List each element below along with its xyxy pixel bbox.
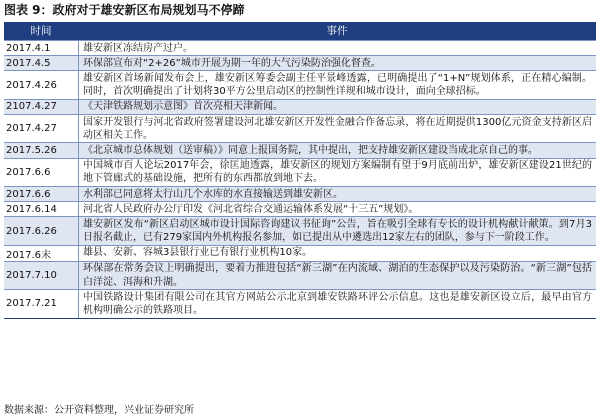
row-event: 雄安新区首场新闻发布会上，雄安新区筹委会副主任平景峰透露，已明确提出了“1+N”规划体系，正在精心编制。同时，首次明确提出了计划将30平方公里启动区的控制性详规和城市设计，面向全球招标。	[78, 71, 596, 98]
row-time: 2017.6.6	[6, 166, 51, 178]
row-time: 2017.6末	[6, 249, 51, 261]
table-row	[4, 289, 596, 317]
row-event: 环保部宣布对“2+26”城市开展为期一年的大气污染防治强化督查。	[78, 56, 596, 70]
row-event: 水利部已同意将太行山几个水库的水直接输送到雄安新区。	[78, 187, 596, 201]
row-event: 雄县、安新、容城3县银行业已有银行业机构10家。	[78, 246, 596, 261]
row-time: 2017.4.26	[6, 79, 57, 91]
row-time: 2017.5.26	[6, 145, 57, 157]
table-row	[4, 99, 596, 114]
table-row	[4, 261, 596, 289]
table-row	[4, 186, 596, 201]
row-event: 河北省人民政府办公厅印发《河北省综合交通运输体系发展“十三五”规划》。	[78, 202, 596, 216]
row-time: 2017.4.27	[6, 123, 57, 135]
row-time: 2017.6.26	[6, 225, 57, 237]
table-body	[4, 40, 596, 318]
table-row	[4, 216, 596, 244]
row-event: 《天津铁路规划示意图》首次亮相天津新闻。	[78, 100, 596, 114]
row-time: 2107.4.27	[6, 101, 57, 113]
row-time: 2017.6.6	[6, 188, 51, 200]
row-time: 2017.4.5	[6, 57, 51, 69]
row-event: 《北京城市总体规划（送审稿）》同意上报国务院，其中提出，把支持雄安新区建设当成北京自己的事。	[78, 143, 596, 157]
table-row	[4, 40, 596, 55]
row-event: 雄安新区冻结房产过户。	[78, 41, 596, 55]
row-event: 中国铁路设计集团有限公司在其官方网站公示北京到雄安铁路环评公示信息。这也是雄安新区设立后，最早由官方机构明确公示的铁路项目。	[78, 290, 596, 317]
figure-title: 图表 9：政府对于雄安新区布局规划马不停蹄	[4, 3, 245, 17]
table-header	[4, 23, 596, 40]
row-time: 2017.4.1	[6, 42, 51, 54]
header-time: 时间	[30, 25, 52, 37]
source-note: 数据来源：公开资料整理，兴业证券研究所	[4, 405, 194, 416]
row-time: 2017.6.14	[6, 203, 57, 215]
table-row	[4, 158, 596, 186]
table-row	[4, 201, 596, 216]
row-event: 环保部在常务会议上明确提出，要着力推进包括“新三湖”在内流域、湖泊的生态保护以及污染防治。“新三湖”包括白洋淀、洱海和升湖。	[78, 262, 596, 289]
row-event: 雄安新区发布“新区启动区城市设计国际咨询建议书征询”公告，旨在吸引全球有专长的设计机构献计献策。到7月3日报名截止，已有279家国内外机构报名参加，如已提出从中遴选出12家左右的团队，参与下一阶段工作。	[78, 217, 596, 244]
row-event: 中国城市百人论坛2017年会，徐匡迪透露，雄安新区的规划方案编制有望于9月底前出炉，雄安新区建设21世纪的地下管廊式的基础设施，把所有的东西都放到地下去。	[78, 159, 596, 186]
header-event: 事件	[326, 25, 348, 37]
row-event: 国家开发银行与河北省政府签署建设河北雄安新区开发性金融合作备忘录，将在近期提供1300亿元资金支持新区启动区相关工作。	[78, 115, 596, 142]
table-row	[4, 114, 596, 142]
table-row	[4, 55, 596, 70]
table-row	[4, 70, 596, 98]
table-row	[4, 142, 596, 157]
events-table	[4, 22, 596, 319]
row-time: 2017.7.10	[6, 270, 57, 282]
table-row	[4, 245, 596, 261]
row-time: 2017.7.21	[6, 298, 57, 310]
